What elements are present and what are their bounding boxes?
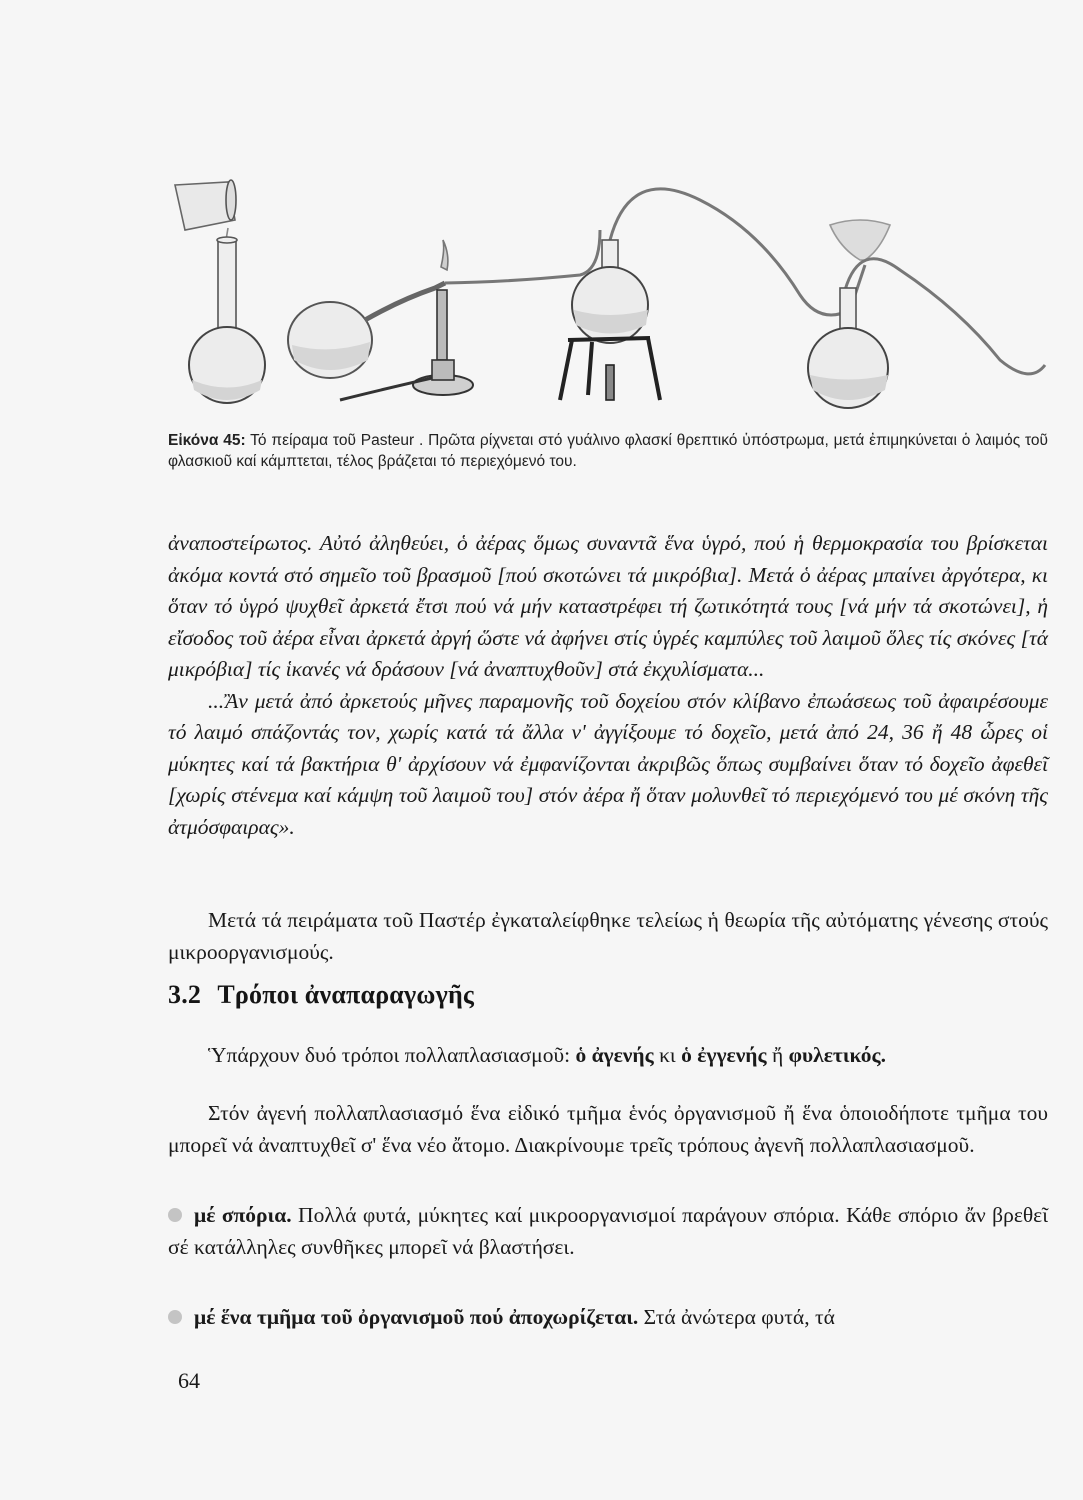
bullet-item-fragment — [168, 1302, 1048, 1334]
tripod-flask-icon — [560, 189, 850, 400]
quote-paragraph-1: ἀναποστείρωτος. Αὐτό ἀληθεύει, ὁ ἀέρας ὅμως συναντᾶ ἕνα ὑγρό, πού ἡ θερμοκρασία του βρίσκεται ἀκόμα κοντά στό σημεῖο τοῦ βρασμοῦ [πού σκοτώνει τά μικρόβια]. Μετά ὁ ἀέρας μπαίνει ἀργότερα, κι ὅταν τό ὑγρό ψυχθεῖ ἀρκετά ἔτσι πού νά μήν καταστρέφει τή ζωτικότητά τους [νά μήν τά σκοτώνει], ἡ εἴσοδος τοῦ ἀέρα εἶναι ἀρκετά ἀργή ὥστε νά ἀφήνει στίς ὑγρές καμπύλες τοῦ λαιμοῦ ὅλες τίς σκόνες [τά μικρόβια] τίς ἱκανές νά δράσουν [νά ἀναπτυχθοῦν] στά ἐκχυλίσματα... — [168, 531, 1048, 681]
figure-label: Εἰκόνα 45: — [168, 432, 246, 449]
pasteur-experiment-figure — [160, 170, 1060, 425]
conclusion-paragraph — [168, 905, 1048, 968]
bullet-dot-icon — [168, 1208, 182, 1222]
pasteur-quote — [168, 528, 1048, 843]
asexual-reproduction-paragraph — [168, 1098, 1048, 1161]
long-neck-flask-icon — [189, 237, 265, 403]
section-heading — [168, 980, 474, 1010]
bullet-text: Πολλά φυτά, μύκητες καί μικροοργανισμοί παράγουν σπόρια. Κάθε σπόριο ἄν βρεθεῖ σέ κατάλληλες συνθῆκες μπορεῖ νά βλαστήσει. — [168, 1203, 1048, 1259]
bullet-item-spores — [168, 1200, 1048, 1263]
page-number: 64 — [178, 1368, 200, 1393]
figure-caption — [168, 430, 1048, 472]
conclusion-text: Μετά τά πειράματα τοῦ Παστέρ ἐγκαταλείφθηκε τελείως ἡ θεωρία τῆς αὐτόματης γένεσης στούς μικροοργανισμούς. — [168, 908, 1048, 964]
intro-text-1: Ὑπάρχουν δυό τρόποι πολλαπλασιασμοῦ: — [208, 1043, 576, 1067]
pasteur-flask-illustration-icon — [160, 170, 1060, 425]
asexual-reproduction-text: Στόν ἀγενή πολλαπλασιασμό ἕνα εἰδικό τμῆμα ἑνός ὀργανισμοῦ ἤ ἕνα ὁποιοδήποτε τμῆμα του μπορεῖ νά ἀναπτυχθεῖ σ' ἕνα νέο ἄτομο. Διακρίνουμε τρεῖς τρόπους ἀγενῆ πολλαπλασιασμοῦ. — [168, 1101, 1048, 1157]
beaker-pouring-icon — [175, 180, 236, 240]
quote-paragraph-2: ...Ἂν μετά ἀπό ἀρκετούς μῆνες παραμονῆς τοῦ δοχείου στόν κλίβανο ἐπωάσεως τοῦ ἀφαιρέσουμε τό λαιμό σπάζοντάς τον, χωρίς κατά τά ἄλλα ν' ἀγγίξουμε τό δοχεῖο, μετά ἀπό 24, 36 ἤ 48 ὧρες οἱ μύκητες καί τά βακτήρια θ' ἀρχίσουν νά ἐμφανίζονται ἀκριβῶς ὅπως συμβαίνει ὅταν τό δοχεῖο ἀφεθεῖ [χωρίς στένεμα καί κάμψη τοῦ λαιμοῦ του] στόν ἀέρα ἤ ὅταν μολυνθεῖ τό περιεχόμενό του μέ σκόνη τῆς ἀτμόσφαιρας». — [168, 688, 1048, 839]
funnel-icon — [830, 220, 890, 260]
section-title: Τρόποι ἀναπαραγωγῆς — [217, 980, 475, 1009]
reproduction-intro-paragraph — [168, 1040, 1048, 1072]
term-sexual-alt: φυλετικός. — [788, 1043, 886, 1067]
intro-text-3: ἤ — [766, 1043, 789, 1067]
section-number: 3.2 — [168, 980, 202, 1009]
bullet-title: μέ σπόρια. — [194, 1203, 292, 1227]
term-sexual: ὁ ἐγγενής — [681, 1043, 767, 1067]
bullet-text: Στά ἀνώτερα φυτά, τά — [638, 1305, 835, 1329]
bullet-title: μέ ἕνα τμῆμα τοῦ ὀργανισμοῦ πού ἀποχωρίζεται. — [194, 1305, 639, 1329]
swan-neck-flask-icon — [808, 259, 1045, 408]
figure-caption-text: Τό πείραμα τοῦ Pasteur . Πρῶτα ρίχνεται στό γυάλινο φλασκί θρεπτικό ὑπόστρωμα, μετά ἐπιμηκύνεται ὁ λαιμός τοῦ φλασκιοῦ καί κάμπτεται, τέλος βράζεται τό περιεχόμενό του. — [168, 432, 1048, 470]
bullet-dot-icon — [168, 1310, 182, 1324]
term-asexual: ὁ ἀγενής — [575, 1043, 654, 1067]
intro-text-2: κι — [653, 1043, 682, 1067]
